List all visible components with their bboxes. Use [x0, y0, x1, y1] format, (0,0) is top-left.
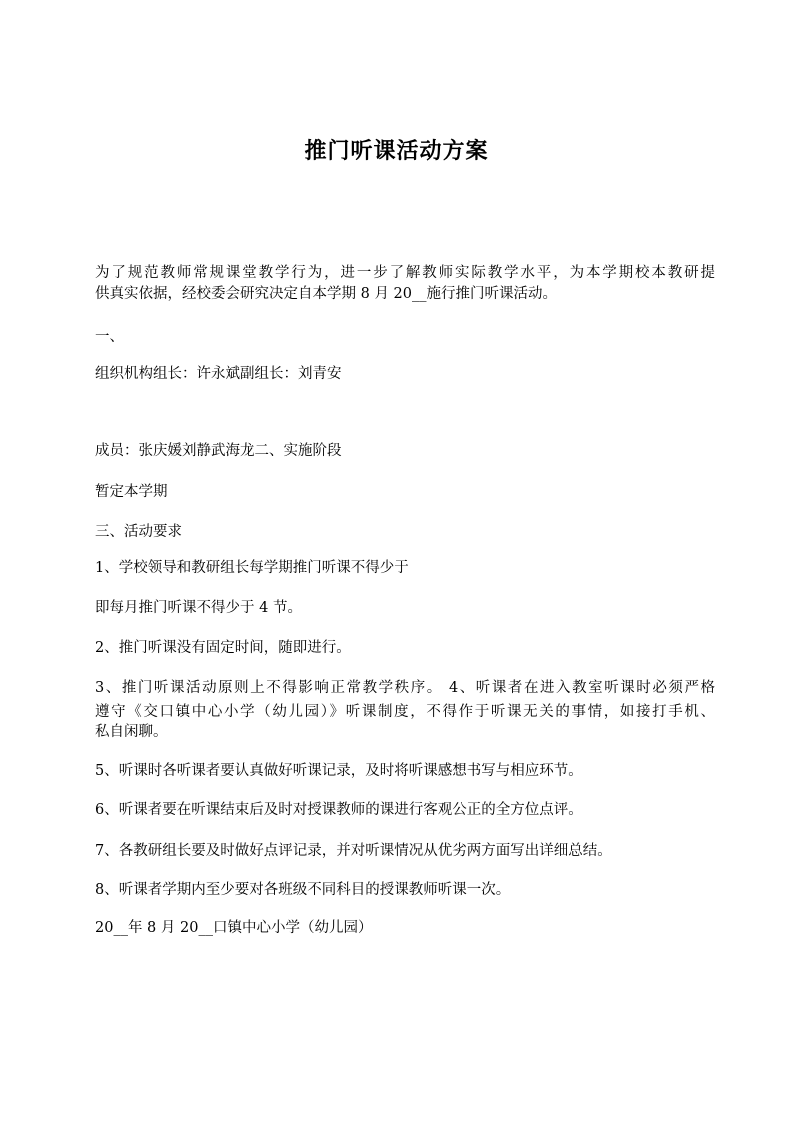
requirement-4-line-2: 遵守《交口镇中心小学（幼儿园）》听课制度，不得作于听课无关的事情，如接打手机、 — [95, 704, 715, 720]
intro-line-2: 供真实依据，经校委会研究决定自本学期 8 月 20__施行推门听课活动。 — [95, 286, 558, 302]
requirement-1-continued: 即每月推门听课不得少于 4 节。 — [95, 600, 302, 616]
requirement-7: 7、各教研组长要及时做好点评记录，并对听课情况从优劣两方面写出详细总结。 — [95, 843, 612, 859]
requirement-3-4-line-1: 3、推门听课活动原则上不得影响正常教学秩序。 4、听课者在进入教室听课时必须严格 — [95, 680, 715, 696]
section-one-heading: 一、 — [95, 329, 124, 345]
members-line: 成员：张庆媛刘静武海龙二、实施阶段 — [95, 443, 342, 459]
section-three-heading: 三、活动要求 — [95, 524, 182, 540]
schedule-line: 暂定本学期 — [95, 484, 168, 500]
intro-line-1: 为了规范教师常规课堂教学行为，进一步了解教师实际教学水平，为本学期校本教研提 — [95, 265, 715, 281]
requirement-4-line-3: 私自闲聊。 — [95, 724, 168, 740]
requirement-6: 6、听课者要在听课结束后及时对授课教师的课进行客观公正的全方位点评。 — [95, 802, 583, 818]
requirement-1: 1、学校领导和教研组长每学期推门听课不得少于 — [95, 560, 409, 576]
organization-line: 组织机构组长：许永斌副组长：刘青安 — [95, 366, 342, 382]
requirement-8: 8、听课者学期内至少要对各班级不同科目的授课教师听课一次。 — [95, 882, 511, 898]
requirement-2: 2、推门听课没有固定时间，随即进行。 — [95, 640, 351, 656]
document-title: 推门听课活动方案 — [304, 138, 489, 164]
requirement-5: 5、听课时各听课者要认真做好听课记录，及时将听课感想书写与相应环节。 — [95, 763, 583, 779]
document-date-signature: 20__年 8 月 20__口镇中心小学（幼儿园） — [95, 920, 373, 936]
